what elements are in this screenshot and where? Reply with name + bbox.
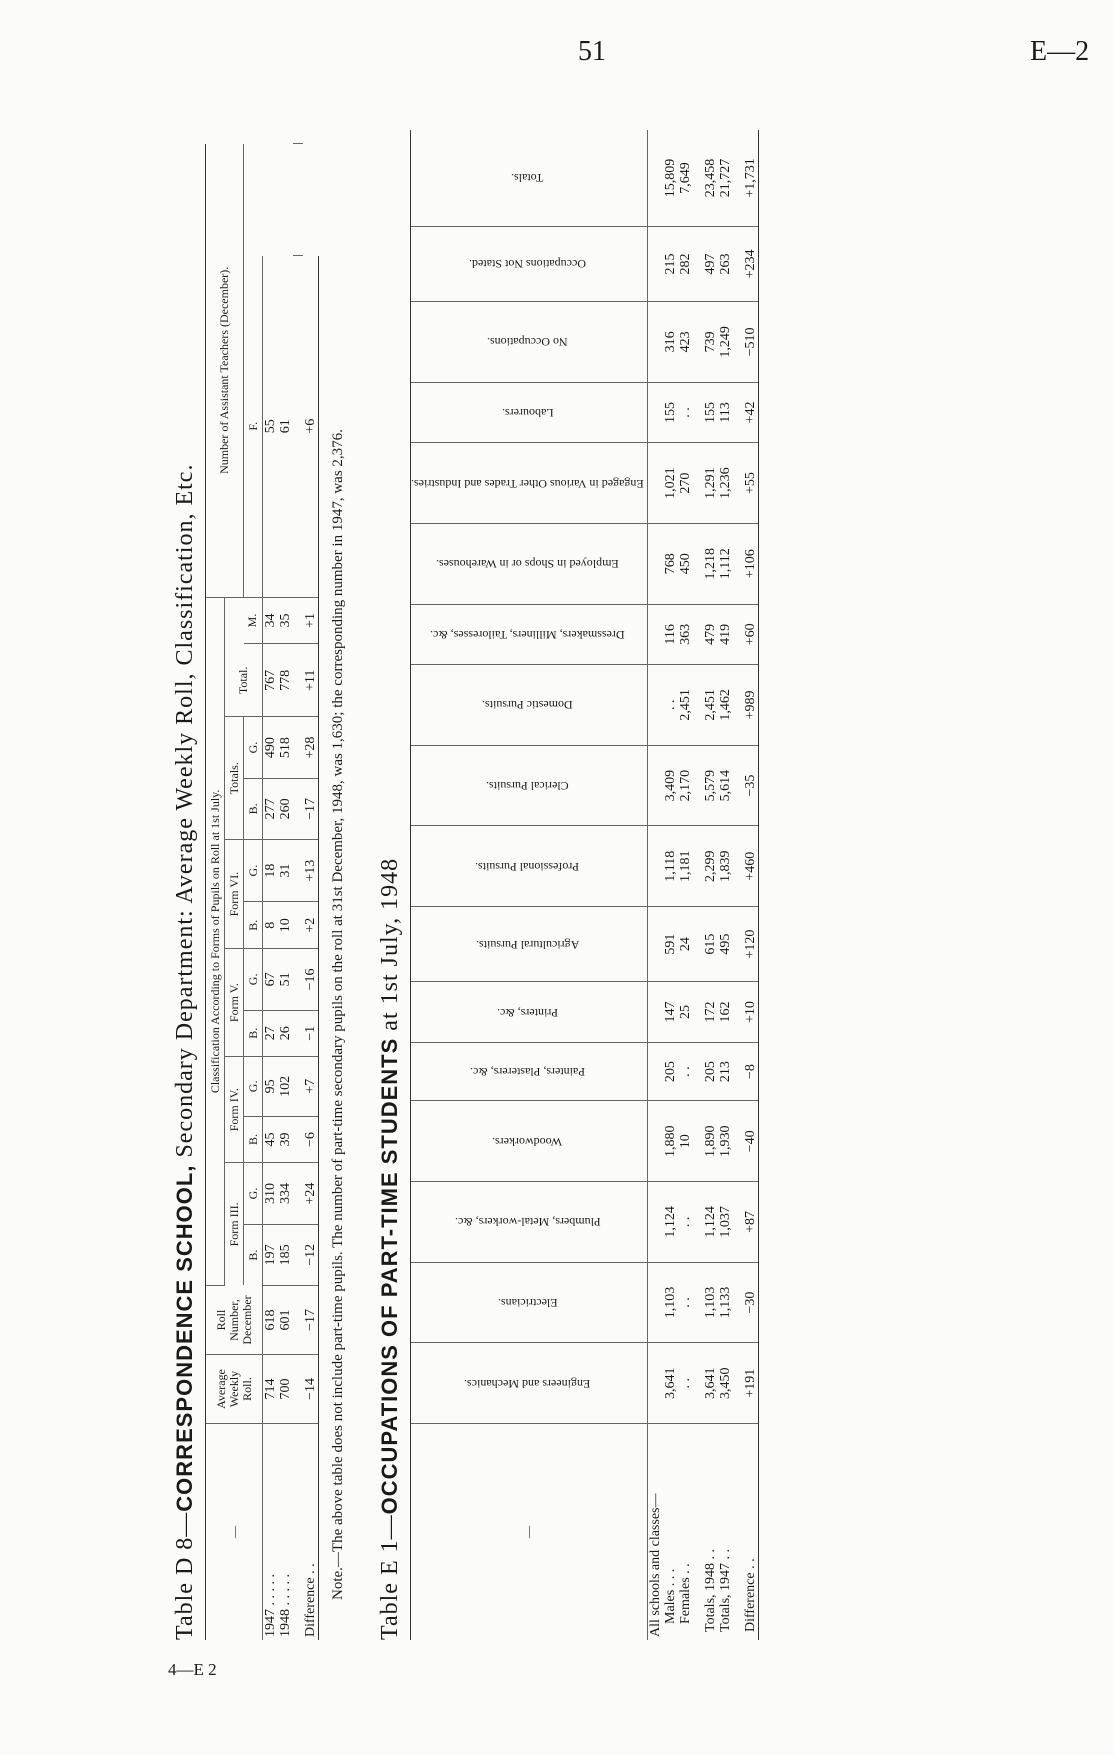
t1-assistants-header: Number of Assistant Teachers (December). [206, 144, 244, 597]
t1-assistants-f: F. [244, 256, 263, 598]
column-header-text: Totals. [511, 171, 544, 186]
row-label-text: Males [662, 1589, 678, 1624]
column-header-text: Domestic Pursuits. [482, 698, 573, 713]
table-cell: 363 [678, 604, 693, 665]
row-label-text: 1947 [263, 1609, 278, 1637]
table-cell: 1,133 [718, 1262, 733, 1343]
table-cell: 1,930 [718, 1101, 733, 1182]
table1-title-prefix: Table D 8— [172, 1511, 198, 1640]
table-cell: 419 [718, 604, 733, 665]
table-cell: −35 [743, 745, 759, 826]
table-cell: 3,450 [718, 1343, 733, 1424]
column-header-text: Woodworkers. [492, 1134, 563, 1149]
table-cell: 1,037 [718, 1182, 733, 1263]
table-cell: 3,409 [663, 745, 678, 826]
row-label [263, 1424, 279, 1641]
table-cell: . . [678, 1343, 693, 1424]
table-cell: 10 [678, 1101, 693, 1182]
table-cell: 310 [263, 1163, 279, 1224]
page-footer: 4—E 2 [168, 1660, 217, 1679]
column-header-text: Plumbers, Metal-workers, &c. [454, 1215, 601, 1230]
t2-column-header [411, 1262, 648, 1343]
table-cell: −510 [743, 302, 759, 383]
column-header-text: Engineers and Mechanics. [464, 1376, 591, 1391]
t2-column-header [411, 443, 648, 524]
t2-column-header [411, 665, 648, 746]
table-cell: 45 [263, 1116, 279, 1163]
table-cell: 615 [703, 907, 718, 982]
table-cell: +460 [743, 826, 759, 907]
t1-avg-header: Average Weekly Roll. [206, 1355, 263, 1424]
table-cell: −17 [303, 778, 319, 839]
row-label-dots: . . [677, 1563, 693, 1574]
table-cell: 205 [663, 1042, 678, 1101]
table-cell: 334 [278, 1163, 293, 1224]
t1-roll-header: Roll Number, December [206, 1286, 263, 1355]
row-label [278, 1424, 293, 1641]
table1-body [263, 130, 319, 1640]
table1-title-rest: Secondary Department: Average Weekly Roll, Classification, Etc. [172, 463, 198, 1158]
table-cell: 197 [263, 1224, 279, 1285]
table-cell: 1,249 [718, 302, 733, 383]
table-cell: 282 [678, 226, 693, 301]
table-cell: +28 [303, 717, 319, 778]
table-row [663, 130, 678, 1640]
table-cell: 1,880 [663, 1101, 678, 1182]
table-cell: +10 [743, 982, 759, 1043]
t2-column-header [411, 1343, 648, 1424]
t1-blank-header: — [206, 1424, 263, 1641]
table-cell: +6 [303, 256, 319, 598]
table-cell: 18 [263, 840, 279, 902]
table-cell: 55 [263, 256, 279, 598]
table-cell: 1,021 [663, 443, 678, 524]
row-label-dots: . . . . . [278, 1574, 293, 1606]
table-cell: 39 [278, 1116, 293, 1163]
table-cell: 1,291 [703, 443, 718, 524]
table-cell: −17 [303, 1286, 319, 1355]
table-cell: 591 [663, 907, 678, 982]
row-label [703, 1424, 718, 1641]
table-row [703, 130, 718, 1640]
table-cell: +1 [303, 597, 319, 643]
rotated-content [165, 120, 1070, 1640]
row-label-text: 1948 [278, 1609, 293, 1637]
table-cell: 778 [278, 644, 293, 717]
row-label-text: Difference [303, 1577, 318, 1637]
t1-form6-b: B. [244, 902, 263, 949]
table-cell: 1,181 [678, 826, 693, 907]
t2-column-header [411, 1101, 648, 1182]
t1-form5-header: Form V. [225, 949, 244, 1057]
column-header-text: No Occupations. [487, 335, 568, 350]
table-cell: 213 [718, 1042, 733, 1101]
t2-column-header [411, 826, 648, 907]
row-label-text: Totals, 1948 [702, 1562, 718, 1632]
table-cell: 1,218 [703, 523, 718, 604]
table-cell: 1,124 [663, 1182, 678, 1263]
table-cell: −8 [743, 1042, 759, 1101]
table1 [205, 130, 319, 1640]
t1-form3-header: Form III. [225, 1163, 244, 1286]
column-header-text: Professional Pursuits. [475, 859, 580, 874]
table-cell: 34 [263, 597, 279, 643]
table-cell: −1 [303, 1010, 319, 1056]
row-label-dots: . . . [662, 1568, 678, 1587]
row-label [303, 1424, 319, 1641]
row-label [743, 1424, 759, 1641]
t1-form6-g: G. [244, 840, 263, 902]
table-cell: 1,103 [663, 1262, 678, 1343]
table-cell: +13 [303, 840, 319, 902]
table-cell: 263 [718, 226, 733, 301]
table-cell: 260 [278, 778, 293, 839]
row-label [718, 1424, 733, 1641]
row-label [678, 1424, 693, 1641]
table-cell: +7 [303, 1057, 319, 1117]
table-cell: 51 [278, 949, 293, 1010]
table-cell: 172 [703, 982, 718, 1043]
t1-totals-b: B. [244, 778, 263, 839]
table-cell: 147 [663, 982, 678, 1043]
table-cell: 95 [263, 1057, 279, 1117]
table-cell: 61 [278, 256, 293, 598]
table-cell: 15,809 [663, 130, 678, 226]
table-cell: 767 [263, 644, 279, 717]
t2-column-header [411, 302, 648, 383]
t1-form5-g: G. [244, 949, 263, 1010]
t1-form4-b: B. [244, 1116, 263, 1163]
table-cell: 116 [663, 604, 678, 665]
table-cell: 768 [663, 523, 678, 604]
table-cell: 3,641 [703, 1343, 718, 1424]
t1-form5-b: B. [244, 1010, 263, 1056]
table-cell: 24 [678, 907, 693, 982]
t2-column-header [411, 604, 648, 665]
t2-column-header [411, 907, 648, 982]
table-cell: . . [663, 665, 678, 746]
table-cell: 618 [263, 1286, 279, 1355]
table-cell: 27 [263, 1010, 279, 1056]
table-cell: 25 [678, 982, 693, 1043]
table2-body [647, 130, 758, 1640]
table-cell: −30 [743, 1262, 759, 1343]
row-label-text: Difference [742, 1572, 758, 1632]
table-cell: +1,731 [743, 130, 759, 226]
table-cell: +60 [743, 604, 759, 665]
t1-classification-header: Classification According to Forms of Pupils on Roll at 1st July. [206, 597, 225, 1285]
t1-form4-header: Form IV. [225, 1057, 244, 1163]
table-cell: +989 [743, 665, 759, 746]
table-cell: −40 [743, 1101, 759, 1182]
table-cell: 1,118 [663, 826, 678, 907]
table-cell: −14 [303, 1355, 319, 1424]
table2 [410, 130, 759, 1640]
row-label [663, 1424, 678, 1641]
row-label-dots: . . . . . [263, 1574, 278, 1606]
table-cell: 26 [278, 1010, 293, 1056]
table-row [278, 130, 293, 1640]
row-label-text: Females [677, 1577, 693, 1624]
table-cell: . . [678, 382, 693, 443]
table-cell: +191 [743, 1343, 759, 1424]
table-cell: 739 [703, 302, 718, 383]
table-cell: 215 [663, 226, 678, 301]
t1-form3-g: G. [244, 1163, 263, 1224]
table-cell: +234 [743, 226, 759, 301]
table-cell: 1,124 [703, 1182, 718, 1263]
t2-column-header [411, 982, 648, 1043]
t2-column-header [411, 382, 648, 443]
table1-note: Note.—The above table does not include part-time pupils. The number of part-time secondary pupils on the roll at 31st December, 1948, was 1,630; the corresponding number in 1947, was 2,376. [330, 429, 346, 1600]
table2-title [370, 120, 410, 1640]
table-cell: 185 [278, 1224, 293, 1285]
table-cell: 2,299 [703, 826, 718, 907]
column-header-text: Employed in Shops or in Warehouses. [435, 557, 619, 572]
group-label: All schools and classes— [647, 1493, 663, 1637]
table-cell: 155 [703, 382, 718, 443]
table-cell: 5,579 [703, 745, 718, 826]
table-cell: 316 [663, 302, 678, 383]
table-cell: 2,451 [678, 665, 693, 746]
table-cell: 518 [278, 717, 293, 778]
t1-form4-g: G. [244, 1057, 263, 1117]
table-cell: 450 [678, 523, 693, 604]
table-cell: 700 [278, 1355, 293, 1424]
table-cell: 423 [678, 302, 693, 383]
table-cell: 495 [718, 907, 733, 982]
table-cell: 1,890 [703, 1101, 718, 1182]
column-header-text: Painters, Plasterers, &c. [469, 1065, 585, 1080]
t2-column-header [411, 523, 648, 604]
table-cell: −16 [303, 949, 319, 1010]
t1-form3-b: B. [244, 1224, 263, 1285]
table-cell: . . [678, 1042, 693, 1101]
table-cell: 277 [263, 778, 279, 839]
table2-header-row [411, 130, 648, 1640]
column-header-text: Electricians. [497, 1296, 558, 1311]
t1-totals-g: G. [244, 717, 263, 778]
table-cell: 10 [278, 902, 293, 949]
t1-form6-header: Form VI. [225, 840, 244, 949]
column-header-text: Agricultural Pursuits. [475, 937, 580, 952]
t2-column-header [411, 1042, 648, 1101]
table-cell: 8 [263, 902, 279, 949]
t1-assistants-m: M. [244, 597, 263, 643]
page-number: 51 [578, 36, 606, 67]
table-cell: −12 [303, 1224, 319, 1285]
table-cell: +24 [303, 1163, 319, 1224]
table-cell: 2,451 [703, 665, 718, 746]
table-cell: 270 [678, 443, 693, 524]
table-cell: 155 [663, 382, 678, 443]
table-cell: 21,727 [718, 130, 733, 226]
table-cell: 162 [718, 982, 733, 1043]
column-header-text: Occupations Not Stated. [468, 257, 586, 272]
table-cell: 1,236 [718, 443, 733, 524]
document-reference: E—2 [1030, 36, 1090, 67]
table-cell: 1,103 [703, 1262, 718, 1343]
t2-column-header [411, 1182, 648, 1263]
row-label-dots: . . [742, 1558, 758, 1569]
table-row [647, 130, 663, 1640]
row-label-dots: . . [303, 1563, 318, 1574]
table1-title [165, 120, 205, 1640]
table2-title-rest: at 1st July, 1948 [377, 857, 403, 1031]
row-label-dots: . . [717, 1548, 733, 1560]
t2-column-header [411, 130, 648, 226]
t2-column-header [411, 226, 648, 301]
t2-blank-header: — [411, 1424, 648, 1641]
table-cell: +106 [743, 523, 759, 604]
column-header-text: Dressmakers, Milliners, Tailoresses, &c. [430, 627, 625, 642]
column-header-text: Printers, &c. [496, 1005, 558, 1020]
table-cell: 714 [263, 1355, 279, 1424]
table-cell: 3,641 [663, 1343, 678, 1424]
column-header-text: Engaged in Various Other Trades and Industries. [411, 476, 644, 491]
table-row [263, 130, 279, 1640]
table-cell: . . [678, 1262, 693, 1343]
table-cell: 67 [263, 949, 279, 1010]
table-cell: 35 [278, 597, 293, 643]
table-row [303, 130, 319, 1640]
table-cell: 490 [263, 717, 279, 778]
table-cell: 5,614 [718, 745, 733, 826]
table-cell: 479 [703, 604, 718, 665]
table-cell: 497 [703, 226, 718, 301]
table-cell: +87 [743, 1182, 759, 1263]
t1-total-header: Total. [225, 644, 263, 717]
table-cell: −6 [303, 1116, 319, 1163]
table-cell: +120 [743, 907, 759, 982]
table-cell: 31 [278, 840, 293, 902]
table-cell: +55 [743, 443, 759, 524]
table2-title-bold: OCCUPATIONS OF PART-TIME STUDENTS [377, 1037, 402, 1515]
table-cell: 1,112 [718, 523, 733, 604]
table2-title-prefix: Table E 1— [377, 1514, 403, 1640]
table-cell: 113 [718, 382, 733, 443]
table-cell: 2,170 [678, 745, 693, 826]
table-cell: 601 [278, 1286, 293, 1355]
table-cell: +2 [303, 902, 319, 949]
table-row [678, 130, 693, 1640]
column-header-text: Clerical Pursuits. [486, 779, 569, 794]
table-cell: 1,462 [718, 665, 733, 746]
t1-totals-header: Totals. [225, 717, 244, 840]
table-cell: +11 [303, 644, 319, 717]
table-cell: 7,649 [678, 130, 693, 226]
table-cell: . . [678, 1182, 693, 1263]
table-cell: +42 [743, 382, 759, 443]
table-cell: 23,458 [703, 130, 718, 226]
row-label-dots: . . [702, 1548, 718, 1560]
table-row [743, 130, 759, 1640]
table-cell: 205 [703, 1042, 718, 1101]
table-cell: 102 [278, 1057, 293, 1117]
table-cell: 1,839 [718, 826, 733, 907]
column-header-text: Labourers. [501, 406, 554, 420]
t2-column-header [411, 745, 648, 826]
row-label-text: Totals, 1947 [717, 1562, 733, 1632]
table1-title-bold: CORRESPONDENCE SCHOOL, [172, 1164, 197, 1512]
table-row [718, 130, 733, 1640]
